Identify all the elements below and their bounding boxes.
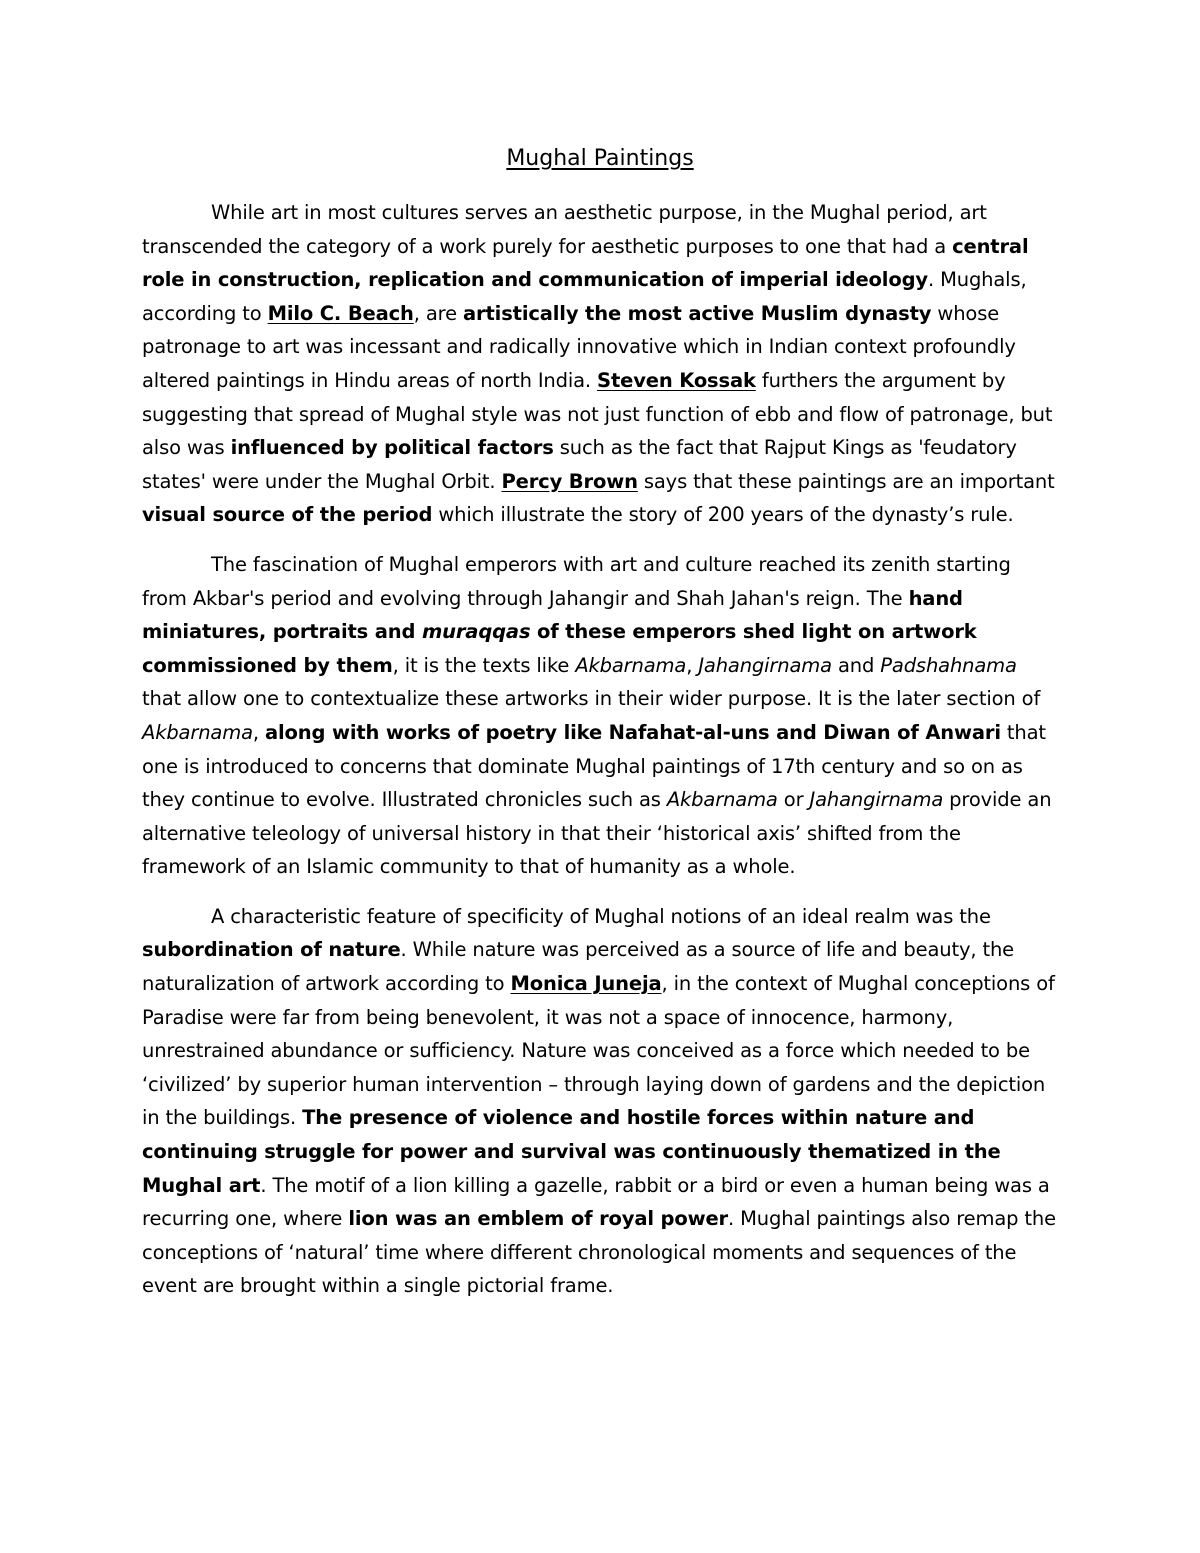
emphasis-text: along with works of poetry like Nafahat-al-uns and Diwan of Anwari <box>265 720 1001 744</box>
text-run: . Mughals, according to <box>142 268 1027 325</box>
text-run: such as the fact that Rajput Kings as 'feudatory states' were under the Mughal Orbit. <box>142 436 1017 493</box>
emphasis-text: central role in construction, replication and communication of imperial ideology <box>142 234 1029 292</box>
cited-author-name: Steven Kossak <box>597 368 756 392</box>
paragraph-1 <box>142 196 1060 532</box>
text-run: or <box>777 788 810 812</box>
cited-author-name: Monica Juneja <box>510 972 662 996</box>
work-title-text: Jahangirnama <box>698 653 832 677</box>
text-run: A characteristic feature of specificity of Mughal notions of an ideal realm was the <box>211 904 991 928</box>
text-run: that one is introduced to concerns that dominate Mughal paintings of 17th century and so on as they continue to evolve. Illustrated chronicles such as <box>142 720 1046 812</box>
text-run: which illustrate the story of 200 years of the dynasty’s rule. <box>432 503 1014 527</box>
paragraph-3 <box>142 900 1060 1303</box>
text-run: says that these paintings are an important <box>637 469 1055 493</box>
text-run: , it is the texts like <box>392 653 576 677</box>
work-title-text: Akbarnama <box>575 653 687 677</box>
emphasis-text: lion was an emblem of royal power <box>348 1207 728 1231</box>
text-run: The fascination of Mughal emperors with art and culture reached its zenith starting from Akbar's period and evolving through Jahangir and Shah Jahan's reign. The <box>142 552 1011 610</box>
text-run: that allow one to contextualize these artworks in their wider purpose. It is the later section of <box>142 687 1041 711</box>
document-title: Mughal Paintings <box>506 146 694 171</box>
text-run: . The motif of a lion killing a gazelle, rabbit or a bird or even a human being was a recurring one, where <box>142 1173 1050 1231</box>
work-title-text: Akbarnama <box>142 720 253 744</box>
work-title-text: Jahangirnama <box>809 788 944 812</box>
work-title-text: Akbarnama <box>666 788 778 812</box>
emphasis-text: artistically the most active Muslim dynasty <box>463 301 932 325</box>
text-run: , are <box>413 301 464 325</box>
work-title-text: Padshahnama <box>880 653 1017 677</box>
emphasis-text: influenced by political factors <box>230 436 554 460</box>
emphasis-text: of these emperors shed light on artwork commissioned by them <box>142 620 977 677</box>
emphasis-text: muraqqas <box>421 620 531 644</box>
text-run: provide an alternative teleology of universal history in that their ‘historical axis’ shifted from the framework of an Islamic community to that of humanity as a whole. <box>142 788 1052 879</box>
text-run: , <box>686 653 699 677</box>
text-run: furthers the argument by suggesting that spread of Mughal style was not just function of ebb and flow of patronage, but also was <box>142 368 1053 460</box>
cited-author-name: Milo C. Beach <box>267 301 414 325</box>
text-run: whose patronage to art was incessant and radically innovative which in Indian context profoundly altered paintings in Hindu areas of north India. <box>142 301 1016 392</box>
document-body <box>142 196 1060 1319</box>
text-run: and <box>831 653 881 677</box>
paragraph-2 <box>142 548 1060 884</box>
emphasis-text: subordination of nature <box>142 938 401 962</box>
text-run: , <box>252 720 265 744</box>
text-run: While art in most cultures serves an aesthetic purpose, in the Mughal period, art transcended the category of a work purely for aesthetic purposes to one that had a <box>142 201 987 258</box>
emphasis-text: visual source of the period <box>142 503 433 527</box>
emphasis-text: The presence of violence and hostile forces within nature and continuing struggle for power and survival was continuously thematized in the Mughal art <box>142 1106 1001 1197</box>
cited-author-name: Percy Brown <box>501 469 638 493</box>
text-run: . While nature was perceived as a source of life and beauty, the naturalization of artwork according to <box>142 938 1015 996</box>
text-run: . Mughal paintings also remap the conceptions of ‘natural’ time where different chronological moments and sequences of the event are brought within a single pictorial frame. <box>142 1207 1056 1298</box>
text-run: , in the context of Mughal conceptions of Paradise were far from being benevolent, it was not a space of innocence, harmony, unrestrained abundance or sufficiency. Nature was conceived as a force which needed to be ‘civilized’ by superior human intervention – through laying down of gardens and the depiction in the buildings. <box>142 972 1055 1130</box>
emphasis-text: hand miniatures, portraits and <box>142 586 963 644</box>
